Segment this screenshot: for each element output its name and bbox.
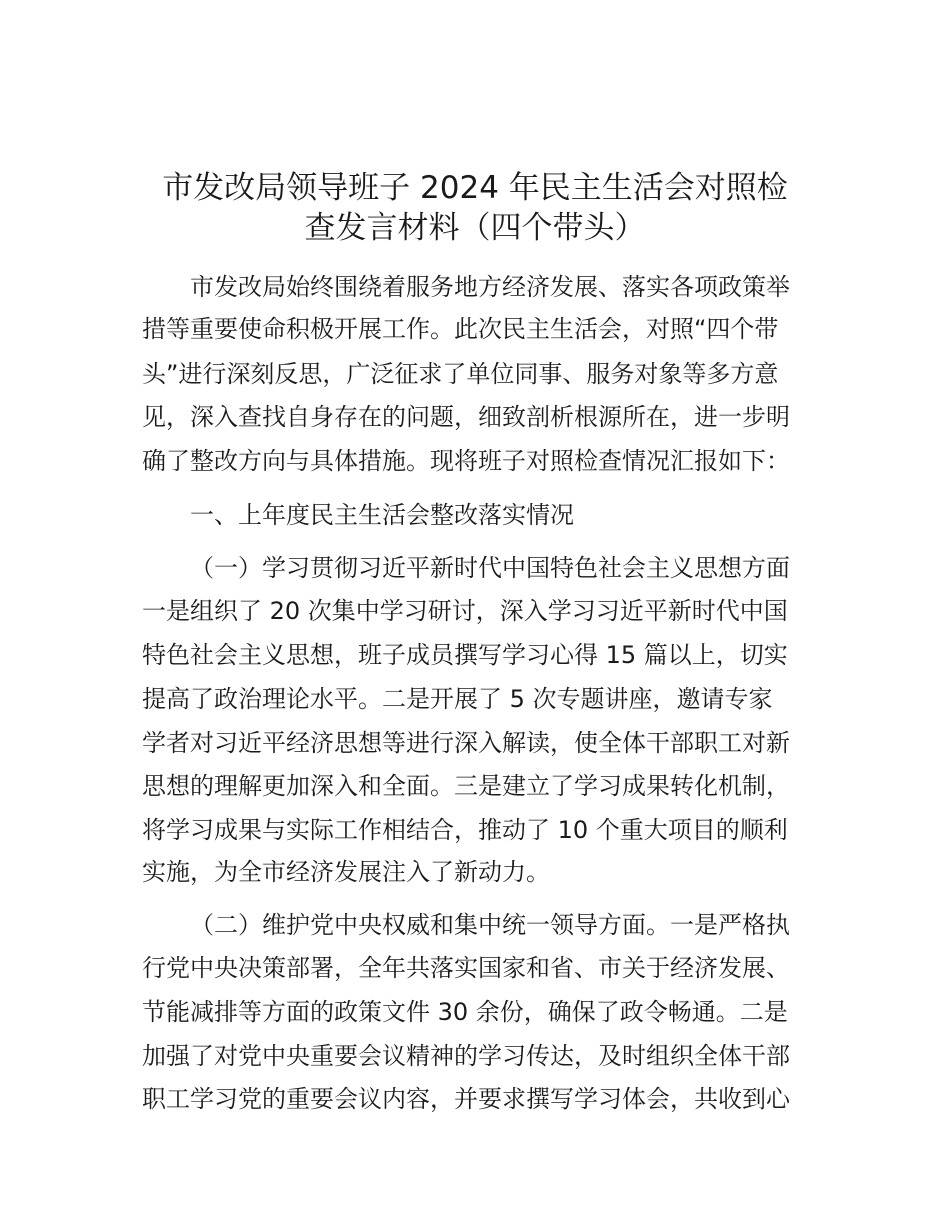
intro-line-1: 市发改局始终围绕着服务地方经济发展、落实各项政策举 [190, 273, 790, 301]
subsection-1-line-1: （一）学习贯彻习近平新时代中国特色社会主义思想方面 [190, 554, 790, 582]
subsection-1-line-5: 学者对习近平经济思想等进行深入解读，使全体干部职工对新 [142, 729, 790, 757]
subsection-2-line-2: 行党中央决策部署，全年共落实国家和省、市关于经济发展、 [142, 954, 790, 982]
subsection-1-line-7: 将学习成果与实际工作相结合，推动了 10 个重大项目的顺利 [142, 816, 788, 844]
document-title-line-2: 查发言材料（四个带头） [304, 210, 646, 246]
subsection-1-line-6: 思想的理解更加深入和全面。三是建立了学习成果转化机制， [142, 772, 790, 800]
subsection-2-line-4: 加强了对党中央重要会议精神的学习传达，及时组织全体干部 [142, 1042, 790, 1070]
intro-line-2: 措等重要使命积极开展工作。此次民主生活会，对照“四个带 [142, 315, 779, 343]
subsection-2-line-3: 节能减排等方面的政策文件 30 余份，确保了政令畅通。二是 [142, 998, 788, 1026]
intro-line-4: 见，深入查找自身存在的问题，细致剖析根源所在，进一步明 [142, 403, 790, 431]
document-title-line-1: 市发改局领导班子 2024 年民主生活会对照检 [162, 170, 788, 206]
subsection-2-line-5: 职工学习党的重要会议内容，并要求撰写学习体会，共收到心 [142, 1085, 790, 1113]
intro-line-3: 头”进行深刻反思，广泛征求了单位同事、服务对象等多方意 [142, 360, 779, 388]
subsection-2-line-1: （二）维护党中央权威和集中统一领导方面。一是严格执 [190, 911, 790, 939]
subsection-1-line-3: 特色社会主义思想，班子成员撰写学习心得 15 篇以上，切实 [142, 641, 788, 669]
subsection-1-line-2: 一是组织了 20 次集中学习研讨，深入学习习近平新时代中国 [142, 597, 788, 625]
subsection-1-line-4: 提高了政治理论水平。二是开展了 5 次专题讲座，邀请专家 [142, 685, 773, 713]
subsection-1-line-8: 实施，为全市经济发展注入了新动力。 [142, 858, 550, 886]
section-1-heading: 一、上年度民主生活会整改落实情况 [190, 501, 574, 529]
intro-line-5: 确了整改方向与具体措施。现将班子对照检查情况汇报如下： [142, 447, 790, 475]
